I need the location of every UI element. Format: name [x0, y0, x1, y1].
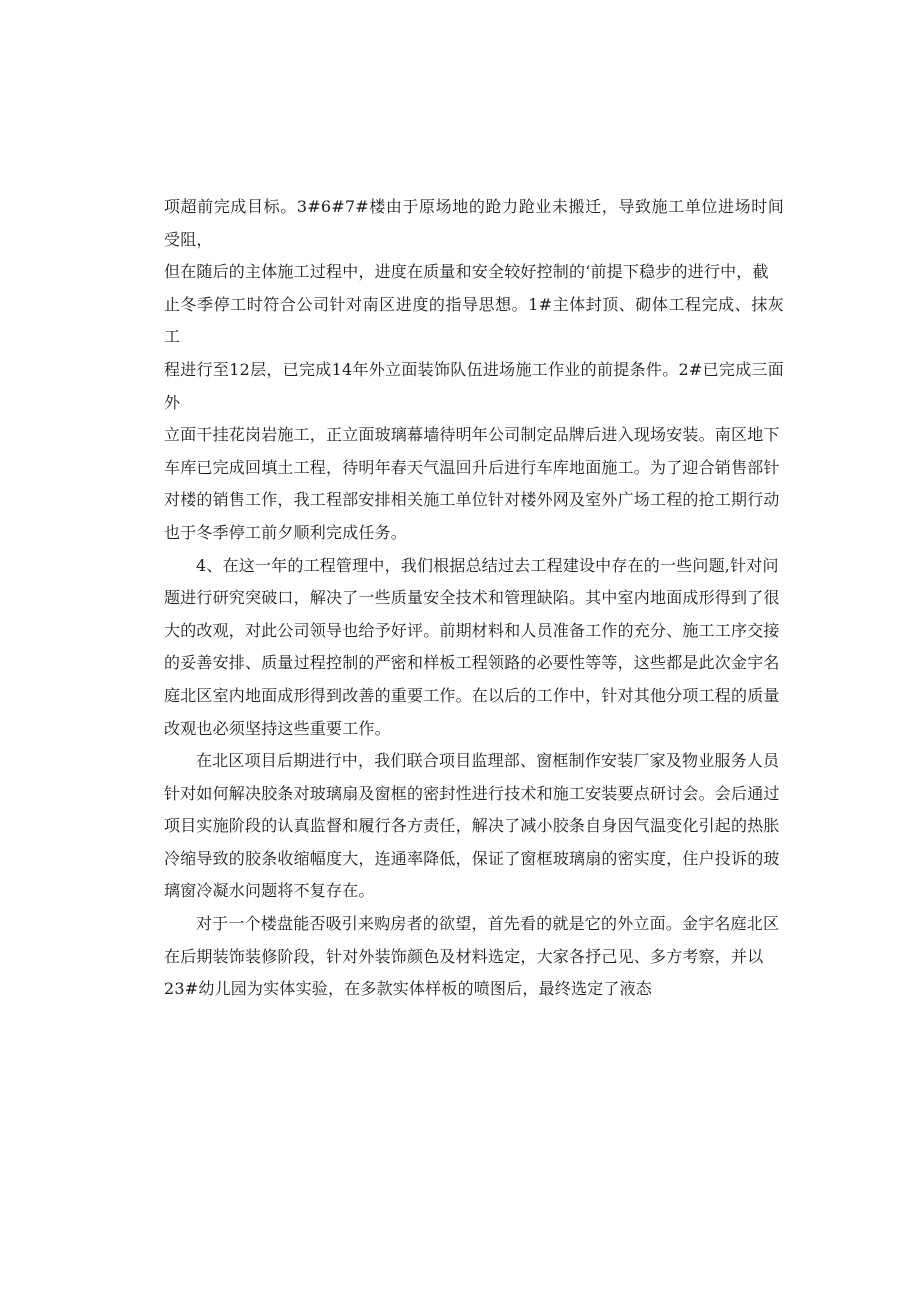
- text-line: 4、在这一年的工程管理中，我们根据总结过去工程建设中存在的一些问题,针对问: [196, 555, 779, 575]
- text-line: 车库已完成回填土工程，待明年春天气温回升后进行车库地面施工。为了迎合销售部针: [164, 457, 780, 477]
- text-line: 立面干挂花岗岩施工，正立面玻璃幕墙待明年公司制定品牌后进入现场安装。南区地下: [164, 425, 780, 445]
- paragraph-window-sealing: [164, 745, 784, 908]
- text-line: 对楼的销售工作，我工程部安排相关施工单位针对楼外网及室外广场工程的抢工期行动: [164, 490, 780, 510]
- text-line: 对于一个楼盘能否吸引来购房者的欲望，首先看的就是它的外立面。金宇名庭北区: [196, 914, 780, 934]
- text-line: 题进行研究突破口，解决了一些质量安全技术和管理缺陷。其中室内地面成形得到了很: [164, 588, 780, 608]
- text-line: 的妥善安排、质量过程控制的严密和样板工程领路的必要性等等，这些都是此次金宇名: [164, 653, 780, 673]
- text-line: 23#幼儿园为实体实验，在多款实体样板的喷图后，最终选定了液态: [164, 979, 652, 999]
- text-line: 程进行至12层，已完成14年外立面装饰队伍进场施工作业的前提条件。2#已完成三面外: [164, 359, 784, 412]
- document-body: [164, 191, 784, 1006]
- text-line: 改观也必须坚持这些重要工作。: [164, 718, 391, 738]
- text-line: 在北区项目后期进行中，我们联合项目监理部、窗框制作安装厂家及物业服务人员: [196, 751, 780, 771]
- paragraph-facade: [164, 908, 784, 1006]
- text-line: 冷缩导致的胶条收缩幅度大，连通率降低，保证了窗框玻璃扇的密实度，住户投诉的玻: [164, 848, 780, 868]
- text-line: 也于冬季停工前夕顺利完成任务。: [164, 522, 408, 542]
- text-line: 在后期装饰装修阶段，针对外装饰颜色及材料选定，大家各抒己见、多方考察，并以: [164, 946, 764, 966]
- text-line: 项超前完成目标。3#6#7#楼由于原场地的跄力跄业未搬迁，导致施工单位进场时间受阻，: [164, 197, 784, 249]
- paragraph-progress-report: [164, 191, 784, 550]
- text-line: 项目实施阶段的认真监督和履行各方责任，解决了减小胶条自身因气温变化引起的热胀: [164, 816, 780, 836]
- text-line: 但在随后的主体施工过程中，进度在质量和安全较好控制的‘前提下稳步的进行中，截: [164, 262, 769, 282]
- text-line: 璃窗冷凝水问题将不复存在。: [164, 881, 375, 901]
- text-line: 庭北区室内地面成形得到改善的重要工作。在以后的工作中，针对其他分项工程的质量: [164, 685, 780, 705]
- paragraph-engineering-management: [164, 550, 784, 746]
- text-line: 止冬季停工时符合公司针对南区进度的指导思想。1#主体封顶、砌体工程完成、抹灰工: [164, 294, 784, 347]
- text-line: 针对如何解决胶条对玻璃扇及窗框的密封性进行技术和施工安装要点研讨会。会后通过: [164, 783, 780, 803]
- text-line: 大的改观，对此公司领导也给予好评。前期材料和人员准备工作的充分、施工工序交接: [164, 620, 780, 640]
